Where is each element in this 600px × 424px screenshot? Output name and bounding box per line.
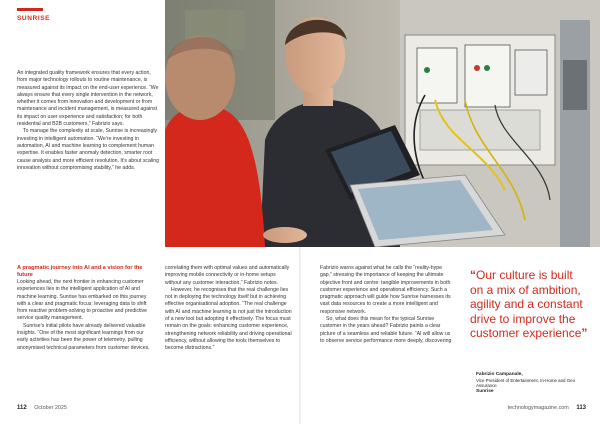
col1-paragraph-2: Sunrise’s initial pilots have already delivered valuable insights. “One of the most significant learnings from our early activities has been the power of telemetry, pulling anonymised technical parameters from customer devices, (17, 322, 150, 351)
body-column-1 (17, 265, 152, 352)
issue-date: October 2025 (34, 405, 67, 411)
body-column-3 (320, 265, 452, 345)
intro-column (17, 70, 159, 172)
attribution-name: Fabrizio Campanale, (476, 372, 523, 377)
body-column-2 (165, 265, 293, 353)
magazine-site: technologymagazine.com (507, 405, 569, 411)
attribution-company: Sunrise (476, 388, 494, 394)
attribution-title: Vice President of Entertainment, In-Home and Geo Assurance (476, 377, 576, 388)
left-page-number: 112 (17, 405, 27, 411)
section-label: SUNRISE (17, 15, 51, 22)
col1-paragraph-1: Looking ahead, the next frontier in enhancing customer experiences lies in the intelligent application of AI and machine learning. Sunrise has embarked on this journey with a clear and pragmatic focus: leveraging data to shift from reactive problem-solving to proactive and predictive service quality management. (17, 279, 148, 322)
col3-paragraph-1: Fabrizio warns against what he calls the “reality-hype gap,” stressing the importance of keeping the ultimate objective front and centre: tangible improvements in both customer experience and operational efficiency. Such a pragmatic approach will guide how Sunrise harnesses its vast data resources to create a more intelligent and responsive network. (320, 265, 451, 315)
col3-paragraph-2: So, what does this mean for the typical Sunrise customer in the years ahead? Fabrizio paints a clear picture of a seamless and reliable future. “AI will allow us to observe service performance more deeply, discovering (320, 316, 452, 344)
pull-quote (470, 268, 588, 341)
article-photo (165, 0, 600, 247)
quote-open-mark: “ (470, 268, 476, 282)
col2-paragraph-1: correlating them with optimal values and automatically improving mobile connectivity or in-home setups without any customer interaction,” Fabrizio notes. (165, 265, 290, 286)
right-page-number: 113 (576, 405, 586, 411)
pull-quote-text: Our culture is built on a mix of ambition, agility and a constant drive to improve the customer experience (470, 268, 583, 340)
section-rule (17, 8, 43, 11)
quote-attribution (476, 372, 594, 394)
intro-paragraph-2: To manage the complexity at scale, Sunrise is increasingly investing in intelligent automation. “We’re investing in automation, AI and machine learning to complement human expertise. It enables faster anomaly detection, smarter root cause analysis and more efficient resolution. It’s about scaling innovation without compromising stability,” he adds. (17, 128, 159, 171)
right-folio (508, 405, 586, 411)
col2-paragraph-2: However, he recognises that the real challenge lies not in deploying the technology itself but in achieving effective organisational adoption. “The real challenge with AI and machine learning is not just the introduction of a new tool but adopting it effectively. The focus must remain on the goals: enhancing customer experience, strengthening network reliability and driving operational efficiency, without allowing the tools themselves to become distractions.” (165, 286, 292, 352)
intro-paragraph-1: An integrated quality framework ensures that every action, from major technology rollouts to routine maintenance, is measured against its impact on the end-user experience. “We always ensure that every single intervention in the network, whether it comes from innovation and development or from maintenance and incident management, is measured against its impact on user experience and satisfaction; for both residential and B2B customers,” Fabrizio says. (17, 70, 159, 128)
subheading: A pragmatic journey into AI and a vision for the future (17, 265, 143, 278)
left-folio (17, 405, 67, 411)
quote-close-mark: ” (581, 326, 588, 340)
